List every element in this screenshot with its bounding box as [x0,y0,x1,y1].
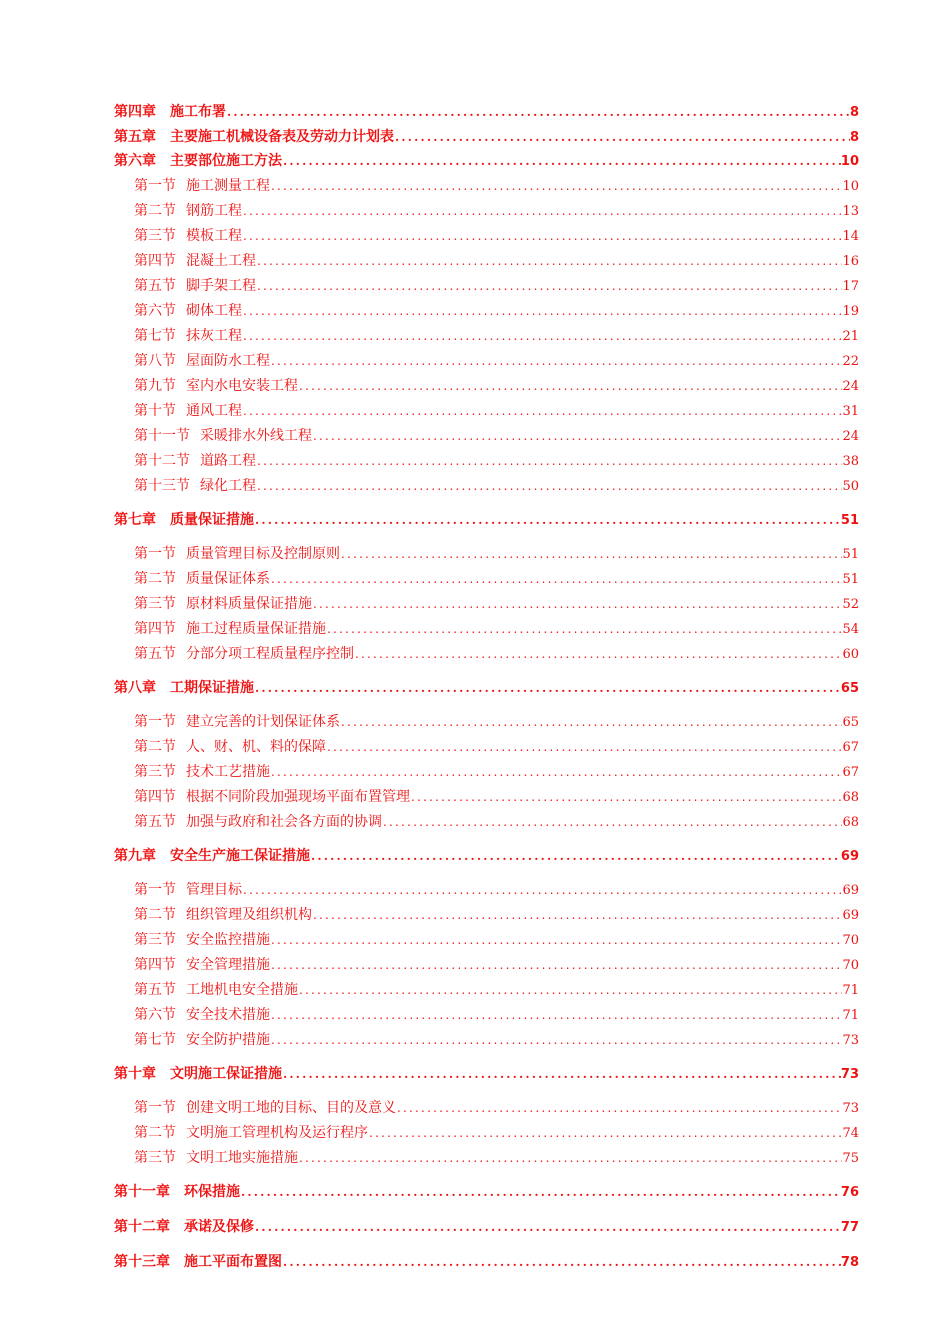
page-number: 17 [842,279,859,294]
page-number: 70 [842,958,859,973]
entry-number: 第三节 [134,596,176,612]
dot-leader [240,1181,841,1203]
dot-leader [270,761,842,783]
entry-title: 承诺及保修 [184,1219,254,1235]
dot-leader [312,904,842,926]
entry-title: 文明施工管理机构及运行程序 [186,1125,368,1141]
entry-number: 第五章 [114,129,156,145]
toc-section-entry[interactable] [134,350,859,372]
entry-label [134,225,242,247]
entry-title: 环保措施 [184,1184,240,1200]
entry-number: 第十三章 [114,1254,170,1270]
dot-leader [410,786,842,808]
entry-label [114,1063,282,1085]
entry-label [114,677,254,699]
entry-number: 第十一章 [114,1184,170,1200]
entry-title: 质量保证体系 [186,571,270,587]
entry-title: 技术工艺措施 [186,764,270,780]
entry-label [134,904,312,926]
entry-number: 第四节 [134,789,176,805]
entry-number: 第四章 [114,104,156,120]
toc-section-entry[interactable] [134,450,859,472]
entry-title: 工地机电安全措施 [186,982,298,998]
toc-section-entry[interactable] [134,1122,859,1144]
entry-number: 第三节 [134,1150,176,1166]
dot-leader [256,250,842,272]
entry-title: 主要施工机械设备表及劳动力计划表 [170,129,394,145]
entry-number: 第十章 [114,1066,156,1082]
entry-number: 第二节 [134,739,176,755]
entry-title: 安全生产施工保证措施 [170,848,310,864]
entry-label [114,509,254,531]
entry-title: 安全管理措施 [186,957,270,973]
toc-chapter-entry[interactable] [114,1181,859,1203]
entry-number: 第一节 [134,1100,176,1116]
entry-number: 第五节 [134,814,176,830]
page-number: 50 [842,479,859,494]
entry-title: 加强与政府和社会各方面的协调 [186,814,382,830]
toc-section-entry[interactable] [134,618,859,640]
page-number: 69 [840,849,859,864]
dot-leader [254,1216,841,1238]
entry-label [134,475,256,497]
dot-leader [340,543,842,565]
entry-label [114,1251,282,1273]
toc-section-entry[interactable] [134,175,859,197]
entry-number: 第五节 [134,646,176,662]
entry-title: 工期保证措施 [170,680,254,696]
toc-chapter-entry[interactable] [114,126,859,148]
entry-title: 砌体工程 [186,303,242,319]
entry-label [134,879,242,901]
toc-section-entry[interactable] [134,1147,859,1169]
entry-title: 钢筋工程 [186,203,242,219]
entry-number: 第十三节 [134,478,190,494]
entry-title: 施工布署 [170,104,226,120]
entry-title: 施工过程质量保证措施 [186,621,326,637]
entry-title: 管理目标 [186,882,242,898]
toc-section-entry[interactable] [134,811,859,833]
entry-number: 第一节 [134,546,176,562]
entry-label [134,300,242,322]
page-number: 75 [842,1151,859,1166]
page-number: 10 [840,154,859,169]
page-number: 51 [842,547,859,562]
entry-number: 第三节 [134,228,176,244]
dot-leader [312,425,842,447]
entry-number: 第二节 [134,571,176,587]
entry-title: 道路工程 [200,453,256,469]
toc-chapter-entry[interactable] [114,1216,859,1238]
page-number: 8 [849,105,859,120]
entry-number: 第一节 [134,714,176,730]
entry-label [134,593,312,615]
entry-title: 分部分项工程质量程序控制 [186,646,354,662]
entry-label [134,350,270,372]
entry-number: 第十二章 [114,1219,170,1235]
toc-section-entry[interactable] [134,325,859,347]
toc-section-entry[interactable] [134,225,859,247]
entry-number: 第四节 [134,253,176,269]
toc-section-entry[interactable] [134,1097,859,1119]
dot-leader [312,593,842,615]
toc-section-entry[interactable] [134,1004,859,1026]
entry-label [114,150,282,172]
entry-number: 第二节 [134,1125,176,1141]
dot-leader [242,225,842,247]
entry-title: 通风工程 [186,403,242,419]
page-number: 67 [842,765,859,780]
entry-label [114,845,310,867]
toc-section-entry[interactable] [134,300,859,322]
toc-chapter-entry[interactable] [114,101,859,123]
entry-title: 人、财、机、料的保障 [186,739,326,755]
dot-leader [256,275,842,297]
entry-title: 室内水电安装工程 [186,378,298,394]
toc-section-entry[interactable] [134,736,859,758]
entry-label [134,736,326,758]
toc-section-entry[interactable] [134,786,859,808]
entry-label [134,643,354,665]
page-number: 52 [842,597,859,612]
entry-title: 质量保证措施 [170,512,254,528]
entry-title: 质量管理目标及控制原则 [186,546,340,562]
entry-label [134,175,270,197]
page-number: 76 [840,1185,859,1200]
entry-title: 文明施工保证措施 [170,1066,282,1082]
page-number: 22 [842,354,859,369]
entry-label [134,761,270,783]
entry-number: 第七节 [134,1032,176,1048]
page-number: 19 [842,304,859,319]
page-number: 21 [842,329,859,344]
dot-leader [298,979,842,1001]
toc-section-entry[interactable] [134,979,859,1001]
entry-title: 脚手架工程 [186,278,256,294]
dot-leader [394,126,850,148]
dot-leader [242,325,842,347]
entry-title: 组织管理及组织机构 [186,907,312,923]
toc-chapter-entry[interactable] [114,1063,859,1085]
page-number: 14 [842,229,859,244]
entry-label [134,250,256,272]
page-number: 54 [842,622,859,637]
dot-leader [326,618,842,640]
entry-label [134,811,382,833]
entry-label [134,325,242,347]
entry-number: 第四节 [134,621,176,637]
entry-title: 文明工地实施措施 [186,1150,298,1166]
dot-leader [226,101,850,123]
entry-label [134,400,242,422]
dot-leader [242,300,842,322]
page-number: 73 [840,1067,859,1082]
page-number: 51 [840,513,859,528]
dot-leader [242,400,842,422]
page-number: 24 [842,379,859,394]
entry-label [134,1004,270,1026]
page-number: 68 [842,815,859,830]
page-number: 73 [842,1033,859,1048]
page-number: 77 [840,1220,859,1235]
dot-leader [270,1029,842,1051]
entry-label [134,1029,270,1051]
toc-section-entry[interactable] [134,400,859,422]
toc-section-entry[interactable] [134,250,859,272]
dot-leader [326,736,842,758]
entry-number: 第八章 [114,680,156,696]
entry-label [134,200,242,222]
entry-title: 安全监控措施 [186,932,270,948]
entry-label [134,979,298,1001]
dot-leader [354,643,842,665]
entry-number: 第四节 [134,957,176,973]
page-number: 71 [842,1008,859,1023]
toc-chapter-entry[interactable] [114,150,859,172]
dot-leader [254,509,841,531]
entry-label [114,1216,254,1238]
entry-number: 第三节 [134,764,176,780]
entry-label [114,126,394,148]
entry-number: 第九节 [134,378,176,394]
page-number: 78 [840,1255,859,1270]
entry-title: 原材料质量保证措施 [186,596,312,612]
entry-label [134,543,340,565]
dot-leader [270,929,842,951]
dot-leader [310,845,841,867]
page-number: 10 [842,179,859,194]
toc-section-entry[interactable] [134,1029,859,1051]
entry-label [134,711,340,733]
page-number: 74 [842,1126,859,1141]
toc-section-entry[interactable] [134,593,859,615]
entry-number: 第五节 [134,278,176,294]
toc-section-entry[interactable] [134,475,859,497]
page-number: 70 [842,933,859,948]
entry-title: 模板工程 [186,228,242,244]
toc-section-entry[interactable] [134,275,859,297]
entry-label [134,1122,368,1144]
page-number: 8 [849,130,859,145]
entry-number: 第二节 [134,203,176,219]
page-number: 65 [842,715,859,730]
page-number: 13 [842,204,859,219]
entry-label [134,275,256,297]
toc-section-entry[interactable] [134,954,859,976]
dot-leader [270,1004,842,1026]
page-number: 69 [842,883,859,898]
toc-section-entry[interactable] [134,543,859,565]
toc-chapter-entry[interactable] [114,1251,859,1273]
entry-label [134,425,312,447]
page-number: 60 [842,647,859,662]
page-number: 16 [842,254,859,269]
entry-label [134,1147,298,1169]
toc-section-entry[interactable] [134,643,859,665]
dot-leader [270,175,842,197]
page-number: 51 [842,572,859,587]
toc-section-entry[interactable] [134,200,859,222]
entry-number: 第八节 [134,353,176,369]
entry-title: 采暖排水外线工程 [200,428,312,444]
entry-number: 第十二节 [134,453,190,469]
entry-title: 抹灰工程 [186,328,242,344]
entry-title: 根据不同阶段加强现场平面布置管理 [186,789,410,805]
entry-number: 第六章 [114,153,156,169]
dot-leader [282,150,841,172]
toc-section-entry[interactable] [134,425,859,447]
entry-number: 第十节 [134,403,176,419]
toc-chapter-entry[interactable] [114,509,859,531]
dot-leader [282,1251,841,1273]
toc-section-entry[interactable] [134,711,859,733]
page-number: 71 [842,983,859,998]
entry-number: 第一节 [134,882,176,898]
entry-number: 第五节 [134,982,176,998]
dot-leader [368,1122,842,1144]
entry-number: 第二节 [134,907,176,923]
entry-label [134,618,326,640]
entry-title: 安全技术措施 [186,1007,270,1023]
dot-leader [396,1097,842,1119]
page-number: 73 [842,1101,859,1116]
entry-number: 第三节 [134,932,176,948]
entry-label [134,929,270,951]
entry-number: 第六节 [134,1007,176,1023]
page-number: 65 [840,681,859,696]
entry-label [114,101,226,123]
toc-chapter-entry[interactable] [114,677,859,699]
entry-title: 主要部位施工方法 [170,153,282,169]
toc-section-entry[interactable] [134,568,859,590]
page-number: 68 [842,790,859,805]
dot-leader [298,1147,842,1169]
entry-title: 施工测量工程 [186,178,270,194]
page-number: 69 [842,908,859,923]
dot-leader [256,475,842,497]
dot-leader [382,811,842,833]
dot-leader [270,954,842,976]
page-number: 31 [842,404,859,419]
entry-label [134,375,298,397]
toc-section-entry[interactable] [134,929,859,951]
entry-label [114,1181,240,1203]
entry-number: 第一节 [134,178,176,194]
dot-leader [282,1063,841,1085]
dot-leader [270,350,842,372]
entry-title: 安全防护措施 [186,1032,270,1048]
dot-leader [270,568,842,590]
entry-title: 创建文明工地的目标、目的及意义 [186,1100,396,1116]
dot-leader [242,200,842,222]
dot-leader [340,711,842,733]
toc-section-entry[interactable] [134,879,859,901]
entry-title: 施工平面布置图 [184,1254,282,1270]
page-number: 38 [842,454,859,469]
entry-number: 第六节 [134,303,176,319]
page-number: 67 [842,740,859,755]
entry-title: 建立完善的计划保证体系 [186,714,340,730]
dot-leader [256,450,842,472]
entry-number: 第七节 [134,328,176,344]
entry-label [134,954,270,976]
toc-section-entry[interactable] [134,375,859,397]
entry-label [134,786,410,808]
entry-number: 第十一节 [134,428,190,444]
entry-title: 绿化工程 [200,478,256,494]
entry-label [134,450,256,472]
dot-leader [254,677,841,699]
entry-title: 混凝土工程 [186,253,256,269]
entry-number: 第七章 [114,512,156,528]
entry-label [134,568,270,590]
toc-section-entry[interactable] [134,761,859,783]
dot-leader [242,879,842,901]
entry-number: 第九章 [114,848,156,864]
toc-section-entry[interactable] [134,904,859,926]
page-number: 24 [842,429,859,444]
entry-label [134,1097,396,1119]
entry-title: 屋面防水工程 [186,353,270,369]
dot-leader [298,375,842,397]
toc-chapter-entry[interactable] [114,845,859,867]
